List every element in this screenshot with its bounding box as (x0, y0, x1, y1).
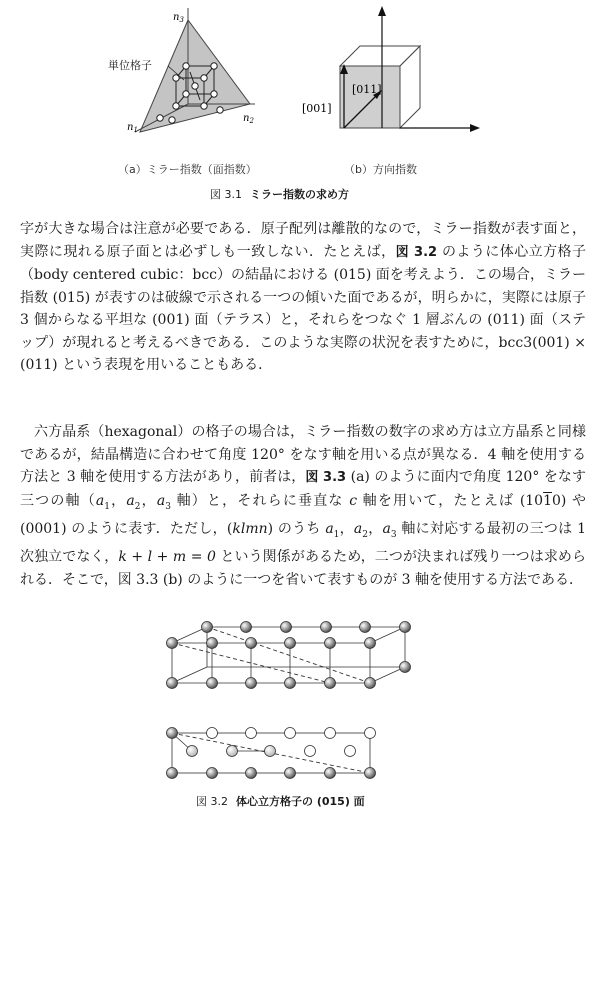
figure-3-1b-caption: （b）方向指数 (344, 163, 417, 176)
figure-3-3-reference[interactable]: 図 3.3 (305, 470, 347, 485)
axis-n3-label: $n_3$ (173, 12, 184, 24)
axis-n2-label: $n_2$ (243, 113, 254, 125)
bcc-dashed-plane (172, 627, 370, 683)
figure-3-1a-caption: （a）ミラー指数（面指数） (118, 163, 257, 176)
axis-n1-label: $n_1$ (127, 122, 138, 134)
figure-3-2-caption: 図 3.2 体心立方格子の (015) 面 (196, 795, 365, 808)
miller-plane-triangle (140, 20, 250, 132)
figure-3-2-reference[interactable]: 図 3.2 (395, 244, 438, 260)
direction-001-label: [001] (302, 102, 332, 115)
unit-cell-label: 単位格子 (108, 59, 152, 72)
figure-3-1b-diagram (300, 0, 490, 150)
figure-3-1-caption: 図 3.1 ミラー指数の求め方 (210, 188, 349, 201)
direction-011-label: [011] (352, 83, 382, 96)
paragraph-1: 字が大きな場合は注意が必要である．原子配列は離散的なので，ミラー指数が表す面と，実際に現れる原子面とは必ずしも一致しない．たとえば，図 3.2 のように体心立方格子（body centered cubic：bcc）の結晶における (015) 面を考えよう．この場合，ミラー指数 (015) が表すのは破線で示される一つの傾いた面であるが，明らかに，実際には原子 3 個からなる平坦な (001) 面（テラス）と，それらをつなぐ 1 層ぶんの (011) 面（ステップ）が現れると考えるべきである．このような実際の状況を表すために，bcc3(001) × (011) という表現を用いることもある． (20, 221, 586, 373)
figure-3-1a-diagram (100, 0, 280, 150)
figure-3-2-diagram (160, 615, 420, 790)
bcc-side-atoms (167, 728, 376, 779)
paragraph-2: 六方晶系（hexagonal）の格子の場合は，ミラー指数の数字の求め方は立方晶系と同様であるが，結晶構造に合わせて角度 120° をなす軸を用いる点が異なる．4 軸を使用する方法と 3 軸を使用する方法があり，前者は，図 3.3 (a) のように面内で角度 120° をなす三つの軸（$a_1$，$a_2$，$a_3$ 軸）と，それらに垂直な c 軸を用いて，たとえば (1010) や (0001) のように表す．ただし，(klmn) のうち $a_1$，$a_2$，$a_3$ 軸に対応する最初の三つは 1 次独立でなく，k + l + m = 0 という関係があるため，二つが決まれば残り一つは求められる．そこで，図 3.3 (b) のように一つを省いて表すものが 3 軸を使用する方法である． (20, 424, 587, 588)
